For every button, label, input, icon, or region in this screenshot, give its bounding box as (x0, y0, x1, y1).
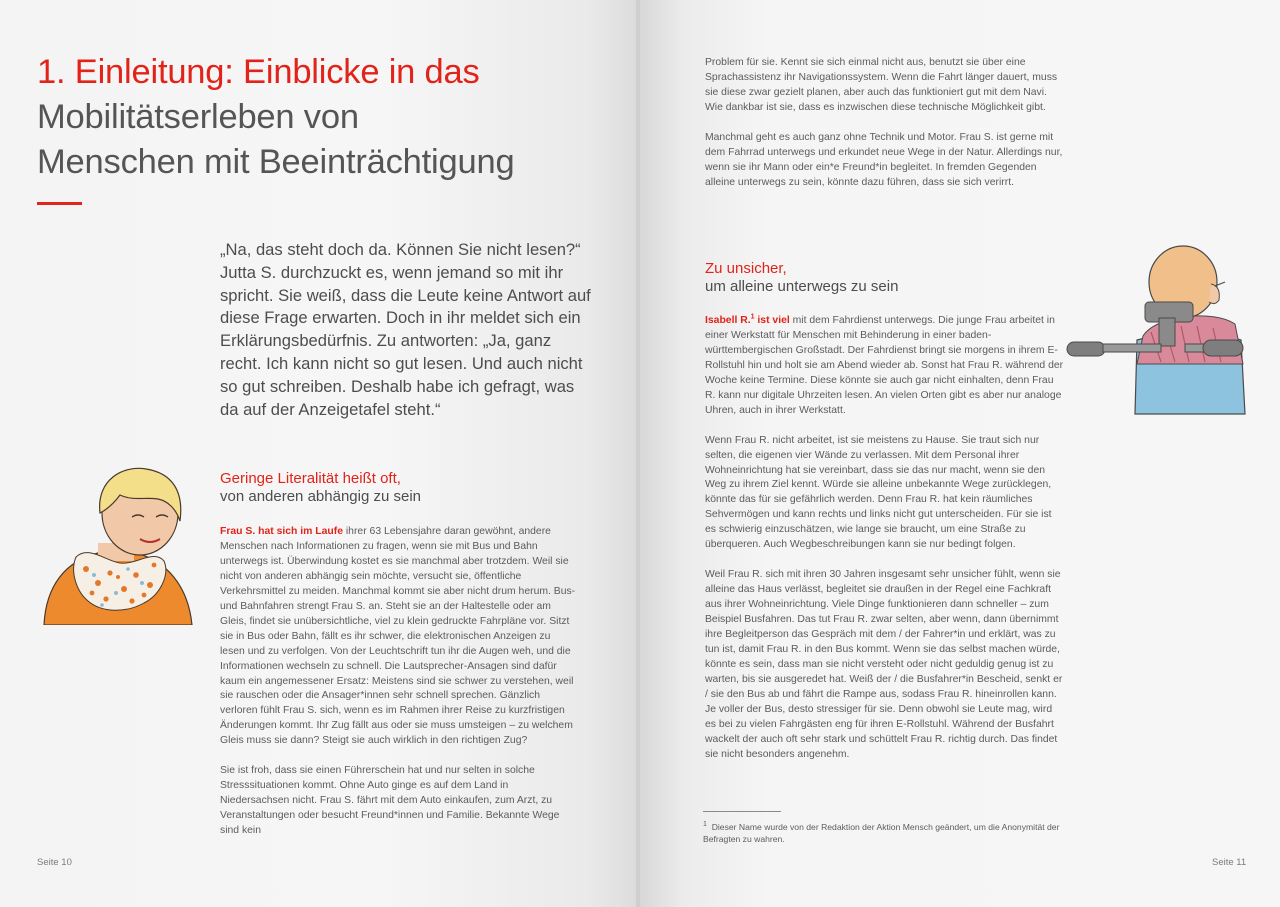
right-page (640, 0, 1280, 907)
right-body-main (705, 314, 1065, 778)
right-body-top (705, 56, 1067, 206)
paragraph: Weil Frau R. sich mit ihren 30 Jahren insgesamt sehr unsicher fühlt, wenn sie alleine das Haus verlässt, begleitet sie draußen in der Regel eine Fachkraft aus ihrer Wohneinrichtung. Viele Dinge funktionieren dann schneller – zum Beispiel Busfahren. Das tut Frau R. zwar selten, aber wenn, dann übernimmt ihre Begleitperson das Gespräch mit dem / der Fahrer*in und erklärt, was zu tun ist, damit Frau R. in den Bus kommt. Wenn sie das selbst machen würde, könnte es sein, dass man sie nicht versteht oder nicht geduldig genug ist zu warten, bis sie ausgeredet hat. Weiß der / die Busfahrer*in Bescheid, senkt er / sie den Bus ab und fährt die Rampe aus, sodass Frau R. hineinrollen kann. Je voller der Bus, desto stressiger für sie. Denn obwohl sie Leute mag, wird es bei zu vielen Fahrgästen eng für ihren E-Rollstuhl. Während der Busfahrt wackelt der auch oft sehr stark und schüttelt Frau R. richtig durch. Das findet sie nicht besonders angenehm. (705, 569, 1063, 760)
section-heading-unsafe-red: Zu unsicher, (705, 260, 787, 277)
paragraph-text: ihrer 63 Lebensjahre daran gewöhnt, andere Menschen nach Informationen zu fragen, wenn sie mit Bus und Bahn unterwegs ist. Überwindung kostet es sie manchmal aber trotzdem. Weil sie nicht von anderen abhängig sein möchte, versucht sie, öffentliche Verkehrsmittel zu meiden. Manchmal kommt sie aber nicht drum herum. Bus- und Bahnfahren strengt Frau S. an. Steht sie an der Haltestelle oder am Gleis, findet sie unübersichtliche, viel zu klein gedruckte Fahrpläne vor. Sitzt sie in Bus oder Bahn, fällt es ihr schwer, die elektronischen Anzeigen zu lesen und zu verfolgen. Von der Leuchtschrift tun ihr die Augen weh, und die Informationen wechseln zu schnell. Die Lautsprecher-Ansagen sind dafür kaum ein angemessener Ersatz: Meistens sind sie schwer zu verstehen, weil sie rauschen oder die Ansager*innen sehr schnell sprechen. Gänzlich verloren fühlt Frau S. sich, wenn es im Rahmen ihrer Reise zu kurzfristigen Änderungen kommt. Ihr Zug fällt aus oder sie muss umsteigen – zu welchem Gleis muss sie dann? Steigt sie auch wirklich in den richtigen Zug? (220, 526, 576, 747)
paragraph-lead-2: ist viel (754, 315, 790, 326)
woman-with-scarf-illustration (36, 465, 198, 625)
chapter-title-red: 1. Einleitung: Einblicke in das (37, 53, 480, 91)
paragraph-text: mit dem Fahrdienst unterwegs. Die junge Frau arbeitet in einer Werkstatt für Menschen mit Behinderung in einer baden-württembergischen Großstadt. Der Fahrdienst bringt sie morgens in ihrem E-Rollstuhl hin und holt sie am Abend wieder ab. Sonst hat Frau R. während der Woche keine Termine. Diese könnte sie auch gar nicht einhalten, denn Frau R. kann nur digitale Uhrzeiten lesen. An vielen Orten gibt es aber nur analoge Uhren, auch in ihrer Werkstatt. (705, 315, 1064, 416)
paragraph-lead: Isabell R. (705, 315, 751, 326)
paragraph: Problem für sie. Kennt sie sich einmal nicht aus, benutzt sie über eine Sprachassistenz ihr Navigationssystem. Wenn die Fahrt länger dauert, muss sie diese zwar gezielt planen, aber auch das funktioniert gut mit dem Navi. Wie dankbar ist sie, dass es inzwischen diese technische Möglichkeit gibt. (705, 57, 1058, 113)
footnote-divider (703, 811, 781, 812)
chapter-title (37, 50, 514, 185)
paragraph: Manchmal geht es auch ganz ohne Technik und Motor. Frau S. ist gerne mit dem Fahrrad unterwegs und erkundet neue Wege in der Natur. Allerdings nur, wenn sie ihr Mann oder ein*e Freund*in begleitet. In fremden Gegenden alleine unterwegs zu sein, könnte dazu führen, dass sie sich verirrt. (705, 131, 1063, 188)
section-heading-unsafe (705, 260, 898, 296)
intro-quote: „Na, das steht doch da. Können Sie nicht lesen?“ Jutta S. durchzuckt es, wenn jemand so mit ihr spricht. Sie weiß, dass die Leute keine Antwort auf diese Frage erwarten. Doch in ihr meldet sich ein Erklärungsbedürfnis. Zu antworten: „Ja, ganz recht. Ich kann nicht so gut lesen. Und auch nicht so gut schreiben. Deshalb habe ich gefragt, was da auf der Anzeigetafel steht.“ (220, 240, 591, 419)
wheelchair-user-illustration (1065, 244, 1250, 419)
chapter-title-line-3: Menschen mit Beeinträchtigung (37, 143, 515, 181)
title-underline (37, 202, 82, 205)
paragraph: Sie ist froh, dass sie einen Führerschein hat und nur selten in solche Stresssituationen kommt. Ohne Auto ginge es auf dem Land in Niedersachsen nicht. Frau S. fährt mit dem Auto einkaufen, zum Arzt, zu Veranstaltungen oder besucht Freund*innen und Familie. Bekannte Wege sind kein (220, 765, 560, 837)
footnote (703, 821, 1063, 845)
section-heading-literacy (220, 470, 421, 506)
paragraph (705, 314, 1065, 419)
section-heading-unsafe-grey: um alleine unterwegs zu sein (705, 278, 899, 295)
page-number-right: Seite 11 (1212, 857, 1247, 868)
page-number-left: Seite 10 (37, 857, 72, 868)
paragraph (220, 525, 576, 749)
footnote-marker: 1 (750, 313, 755, 321)
section-heading-literacy-red: Geringe Literalität heißt oft, (220, 470, 401, 487)
footnote-number: 1 (703, 821, 707, 829)
left-page (0, 0, 638, 907)
paragraph: Wenn Frau R. nicht arbeitet, ist sie meistens zu Hause. Sie traut sich nur selten, die eigenen vier Wände zu verlassen. Mit dem Personal ihrer Wohneinrichtung hat sie vereinbart, dass sie das nur macht, wenn sie den Weg zu ihrem Ziel kennt. Würde sie alleine unbekannte Wege zurücklegen, könnte das für sie gefährlich werden. Denn Frau R. hat kein räumliches Sehvermögen und kann rechts und links nicht gut unterscheiden. Für sie ist es schwierig einzuschätzen, wie lange sie braucht, um eine Straße zu überqueren. Auch Wegbeschreibungen kann sie nur bedingt folgen. (705, 434, 1052, 551)
left-body-text (220, 525, 576, 854)
section-heading-literacy-grey: von anderen abhängig zu sein (220, 488, 421, 505)
footnote-text: Dieser Name wurde von der Redaktion der Aktion Mensch geändert, um die Anonymität der Befragten zu wahren. (703, 822, 1060, 844)
paragraph-lead: Frau S. hat sich im Laufe (220, 526, 343, 537)
chapter-title-line-2: Mobilitätserleben von (37, 98, 359, 136)
